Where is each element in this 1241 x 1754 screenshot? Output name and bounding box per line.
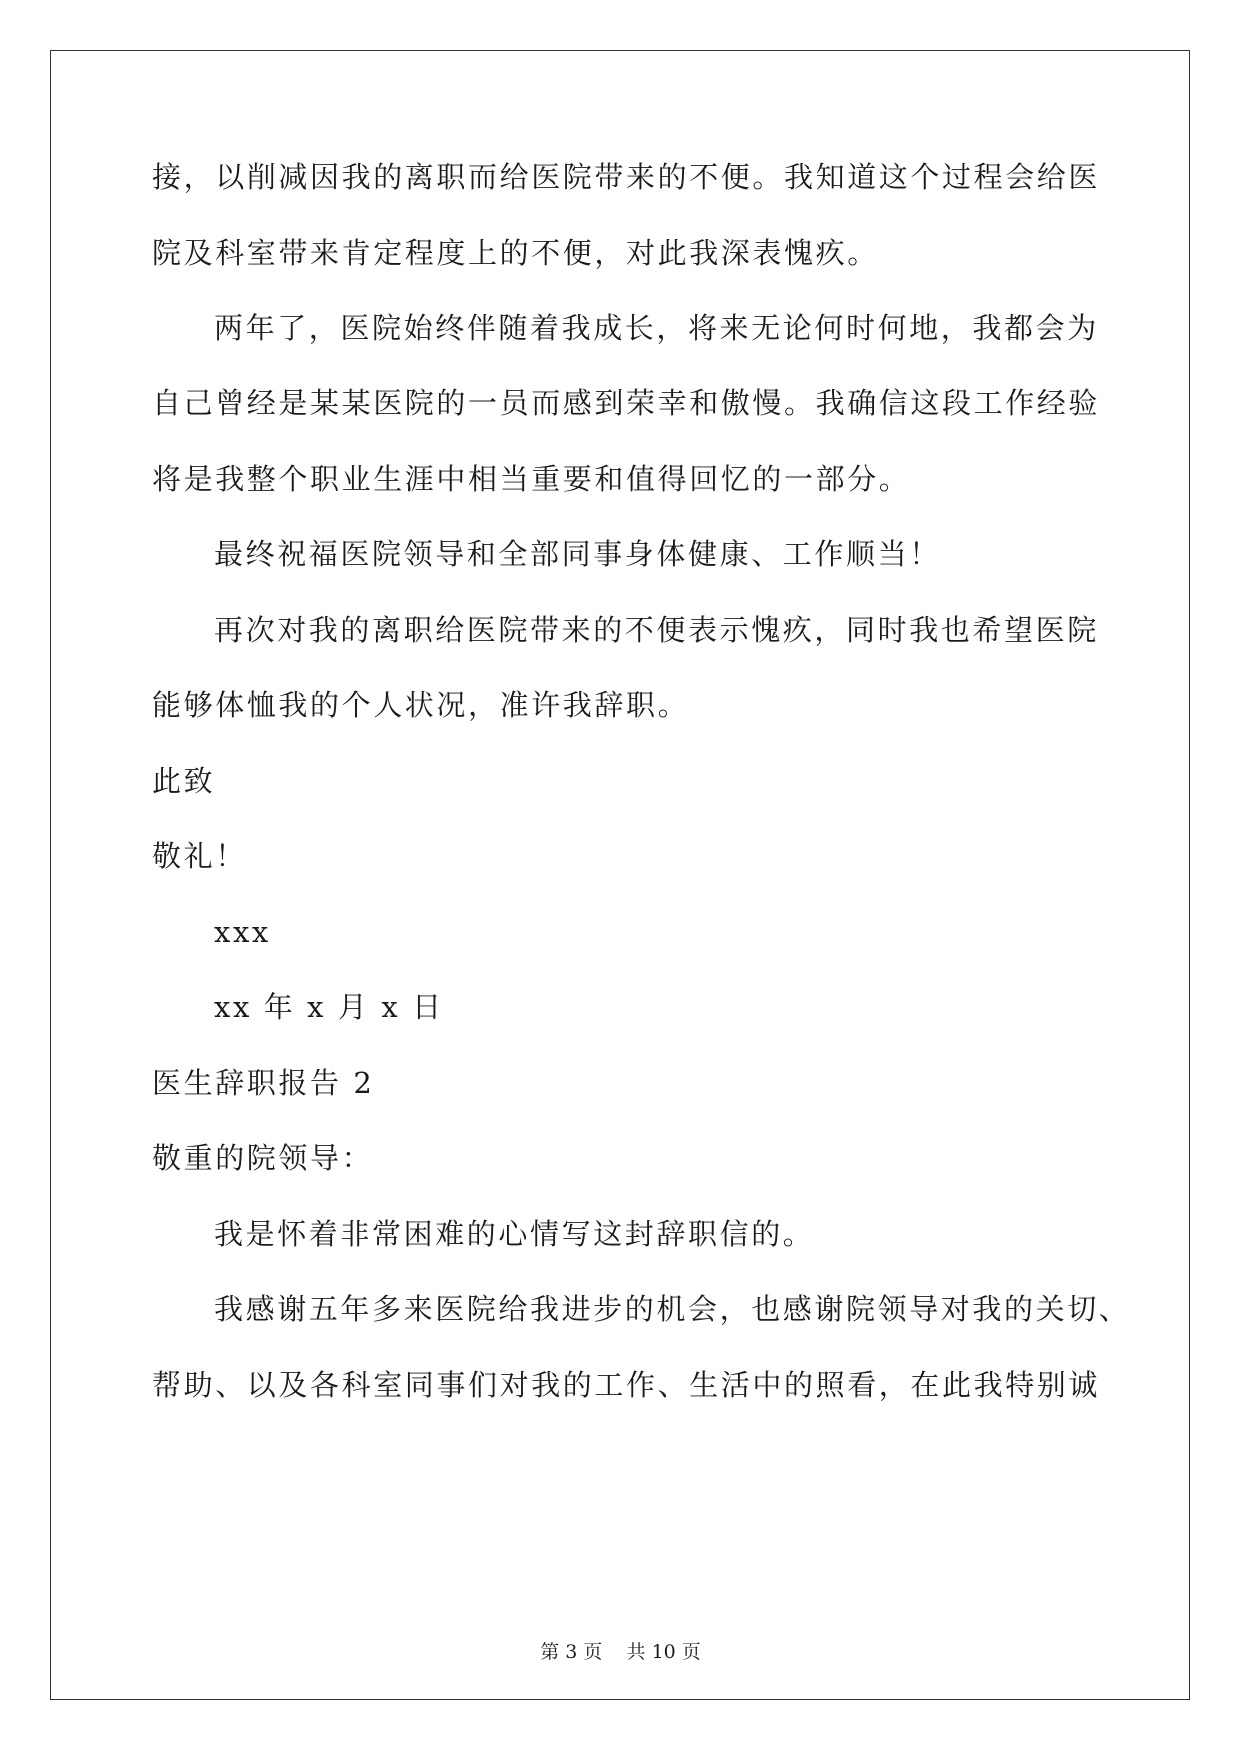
body-line-4: 自己曾经是某某医院的一员而感到荣幸和傲慢。我确信这段工作经验 xyxy=(152,386,1101,420)
paragraph-line: 再次对我的离职给医院带来的不便表示愧疚，同时我也希望医院 xyxy=(214,613,1099,647)
page-number: 第 3 页 xyxy=(540,1641,603,1663)
greeting: 敬重的院领导： xyxy=(152,1141,374,1175)
page-total: 共 10 页 xyxy=(626,1641,701,1663)
body-line-17: 帮助、以及各科室同事们对我的工作、生活中的照看，在此我特别诚 xyxy=(152,1368,1101,1402)
signature-date: xx 年 x 月 x 日 xyxy=(214,990,444,1024)
signature-name: xxx xyxy=(214,915,271,949)
section-title: 医生辞职报告 2 xyxy=(152,1066,375,1100)
closing-salutation: 此致 xyxy=(152,764,216,798)
body-line-5: 将是我整个职业生涯中相当重要和值得回忆的一部分。 xyxy=(152,462,911,496)
closing-regards: 敬礼！ xyxy=(152,839,247,873)
body-line-2: 院及科室带来肯定程度上的不便，对此我深表愧疚。 xyxy=(152,236,879,270)
page-footer xyxy=(0,1640,1241,1664)
paragraph-line: 我感谢五年多来医院给我进步的机会，也感谢院领导对我的关切、 xyxy=(214,1292,1131,1326)
paragraph-line: 最终祝福医院领导和全部同事身体健康、工作顺当！ xyxy=(214,537,941,571)
body-line-1: 接，以削减因我的离职而给医院带来的不便。我知道这个过程会给医 xyxy=(152,160,1101,194)
paragraph-line: 我是怀着非常困难的心情写这封辞职信的。 xyxy=(214,1217,815,1251)
paragraph-line: 两年了，医院始终伴随着我成长，将来无论何时何地，我都会为 xyxy=(214,311,1099,345)
body-line-8: 能够体恤我的个人状况，准许我辞职。 xyxy=(152,688,690,722)
